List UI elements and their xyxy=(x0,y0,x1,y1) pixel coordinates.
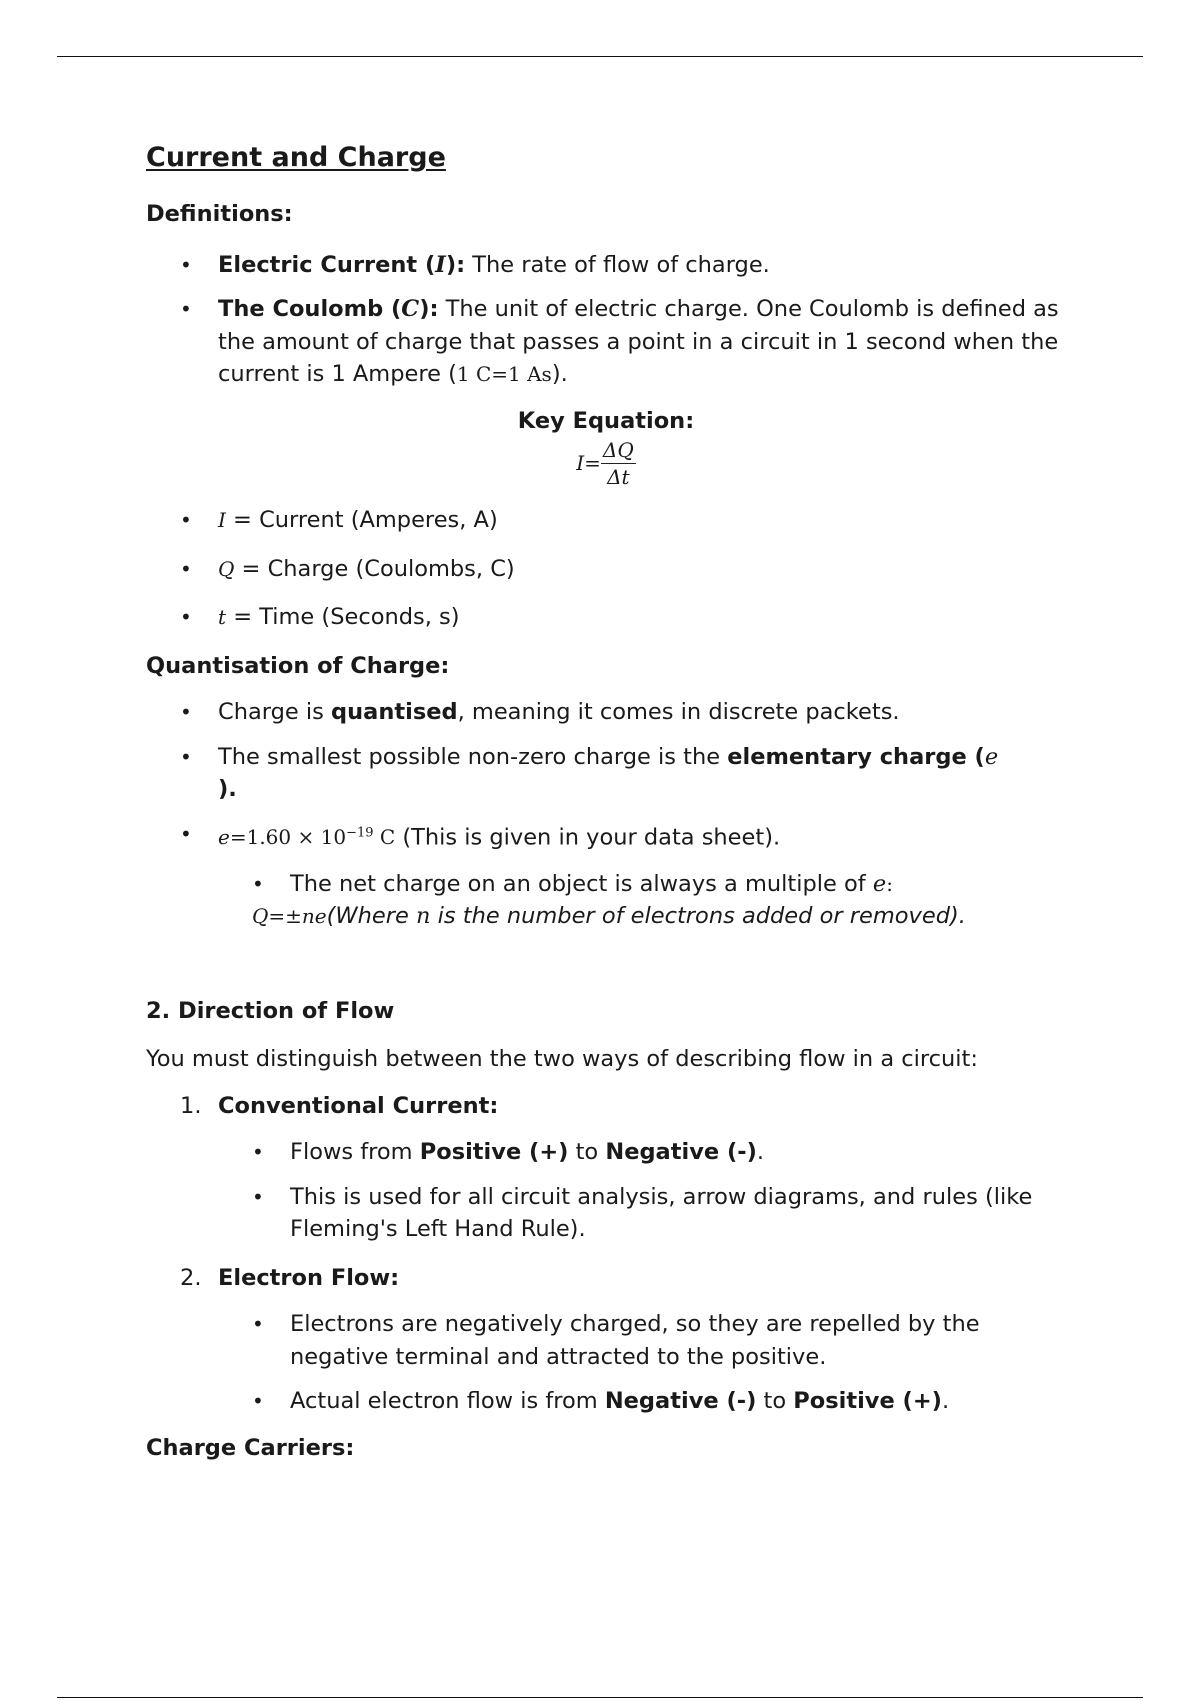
direction-intro: You must distinguish between the two ways of describing flow in a circuit: xyxy=(146,1046,978,1073)
item-colon: : xyxy=(886,871,893,896)
term-label: The Coulomb ( xyxy=(218,296,402,322)
list-item xyxy=(146,696,1066,729)
list-item xyxy=(146,1385,1066,1418)
variable-text: = Charge (Coulombs, C) xyxy=(234,555,515,582)
item-bold-end: ). xyxy=(218,776,237,802)
list-item xyxy=(146,741,1066,806)
note-text: is the number of electrons added or removed). xyxy=(430,903,966,930)
item-text: . xyxy=(756,1139,765,1166)
item-bold: Negative (-) xyxy=(604,1388,757,1415)
definition-text: The unit of electric charge. One Coulomb is defined as the amount of charge that passes a point in a circuit in 1 second when the current is 1 Ampere ( xyxy=(218,296,1059,387)
quantisation-list xyxy=(146,696,1066,900)
charge-carriers-heading: Charge Carriers: xyxy=(146,1434,355,1461)
math-symbol: I xyxy=(218,508,226,532)
footer-rule xyxy=(57,1697,1143,1698)
item-bold: elementary charge ( xyxy=(727,743,985,770)
variable-text: = Time (Seconds, s) xyxy=(226,604,460,630)
key-equation-label: Key Equation: xyxy=(517,407,695,434)
term-label: Electric Current ( xyxy=(218,251,436,278)
item-title: Conventional Current: xyxy=(218,1092,499,1119)
equation-lhs: I= xyxy=(576,451,601,475)
list-item xyxy=(146,249,1066,282)
page-title: Current and Charge xyxy=(146,142,446,173)
list-item xyxy=(146,553,1066,586)
item-bold: Positive (+) xyxy=(419,1139,569,1166)
list-item xyxy=(146,818,1066,854)
variables-list xyxy=(146,504,1066,634)
math-symbol: C xyxy=(401,296,420,322)
definitions-list xyxy=(146,249,1066,391)
note-text: (Where xyxy=(326,903,417,930)
direction-heading: 2. Direction of Flow xyxy=(146,997,395,1024)
document-page xyxy=(146,140,1066,1464)
math-symbol: e xyxy=(218,825,230,850)
variable-text: = Current (Amperes, A) xyxy=(225,507,498,533)
charge-multiple-line xyxy=(252,900,1066,933)
item-text: This is used for all circuit analysis, arrow diagrams, and rules (like Fleming's Left Hand Rule). xyxy=(290,1183,1033,1243)
item-text: (This is given in your data sheet). xyxy=(395,824,781,851)
item-text: to xyxy=(568,1139,606,1166)
definition-text-end: ). xyxy=(551,361,568,387)
item-text: Electrons are negatively charged, so they are repelled by the negative terminal and attracted to the positive. xyxy=(290,1311,980,1370)
item-text: to xyxy=(756,1388,794,1415)
math-symbol: e xyxy=(872,870,887,897)
math-value: =1.60 × 10 xyxy=(229,825,347,850)
list-item xyxy=(146,1308,1066,1373)
item-text: The net charge on an object is always a multiple of xyxy=(290,870,873,897)
list-item xyxy=(146,504,1066,537)
math-symbol: n xyxy=(416,903,431,930)
quantisation-heading: Quantisation of Charge: xyxy=(146,652,450,679)
math-expression: Q=±ne xyxy=(252,904,327,929)
item-text: The smallest possible non-zero charge is the xyxy=(218,743,728,770)
term-label-end: ): xyxy=(419,296,439,322)
math-symbol: Q xyxy=(218,556,235,581)
item-text: Charge is xyxy=(218,699,332,725)
item-bold: Positive (+) xyxy=(793,1388,942,1415)
math-symbol: e xyxy=(984,743,999,770)
math-expression: 1 C=1 As xyxy=(456,362,552,386)
equation-denominator: Δt xyxy=(607,465,630,489)
conventional-list xyxy=(146,1136,1066,1246)
item-title: Electron Flow: xyxy=(218,1264,400,1291)
equation-fraction xyxy=(601,437,636,490)
list-item xyxy=(146,868,1066,901)
list-item xyxy=(146,601,1066,634)
definition-text: The rate of flow of charge. xyxy=(465,251,770,278)
list-number: 1. xyxy=(180,1092,202,1119)
math-symbol: I xyxy=(435,251,446,278)
item-bold: quantised xyxy=(331,699,458,725)
elementary-charge-value xyxy=(218,825,395,849)
math-unit: C xyxy=(373,825,396,850)
item-text: Actual electron flow is from xyxy=(290,1388,605,1415)
header-rule xyxy=(57,56,1143,57)
item-bold: Negative (-) xyxy=(605,1139,757,1166)
direction-list xyxy=(146,1090,1066,1123)
item-text: , meaning it comes in discrete packets. xyxy=(457,699,900,725)
definitions-heading: Definitions: xyxy=(146,201,293,227)
math-symbol: t xyxy=(218,605,227,629)
term-label-end: ): xyxy=(445,251,466,278)
list-item xyxy=(146,1136,1066,1169)
direction-list-2 xyxy=(146,1262,1066,1295)
list-item xyxy=(146,293,1066,391)
list-number: 2. xyxy=(180,1264,202,1291)
equation-numerator: ΔQ xyxy=(602,438,634,462)
math-exponent: −19 xyxy=(346,825,374,841)
electron-list xyxy=(146,1308,1066,1418)
item-text: Flows from xyxy=(290,1139,420,1166)
list-item xyxy=(146,1262,1066,1295)
item-text: . xyxy=(941,1388,950,1415)
list-item xyxy=(146,1181,1066,1246)
list-item xyxy=(146,1090,1066,1123)
key-equation xyxy=(146,437,1066,490)
